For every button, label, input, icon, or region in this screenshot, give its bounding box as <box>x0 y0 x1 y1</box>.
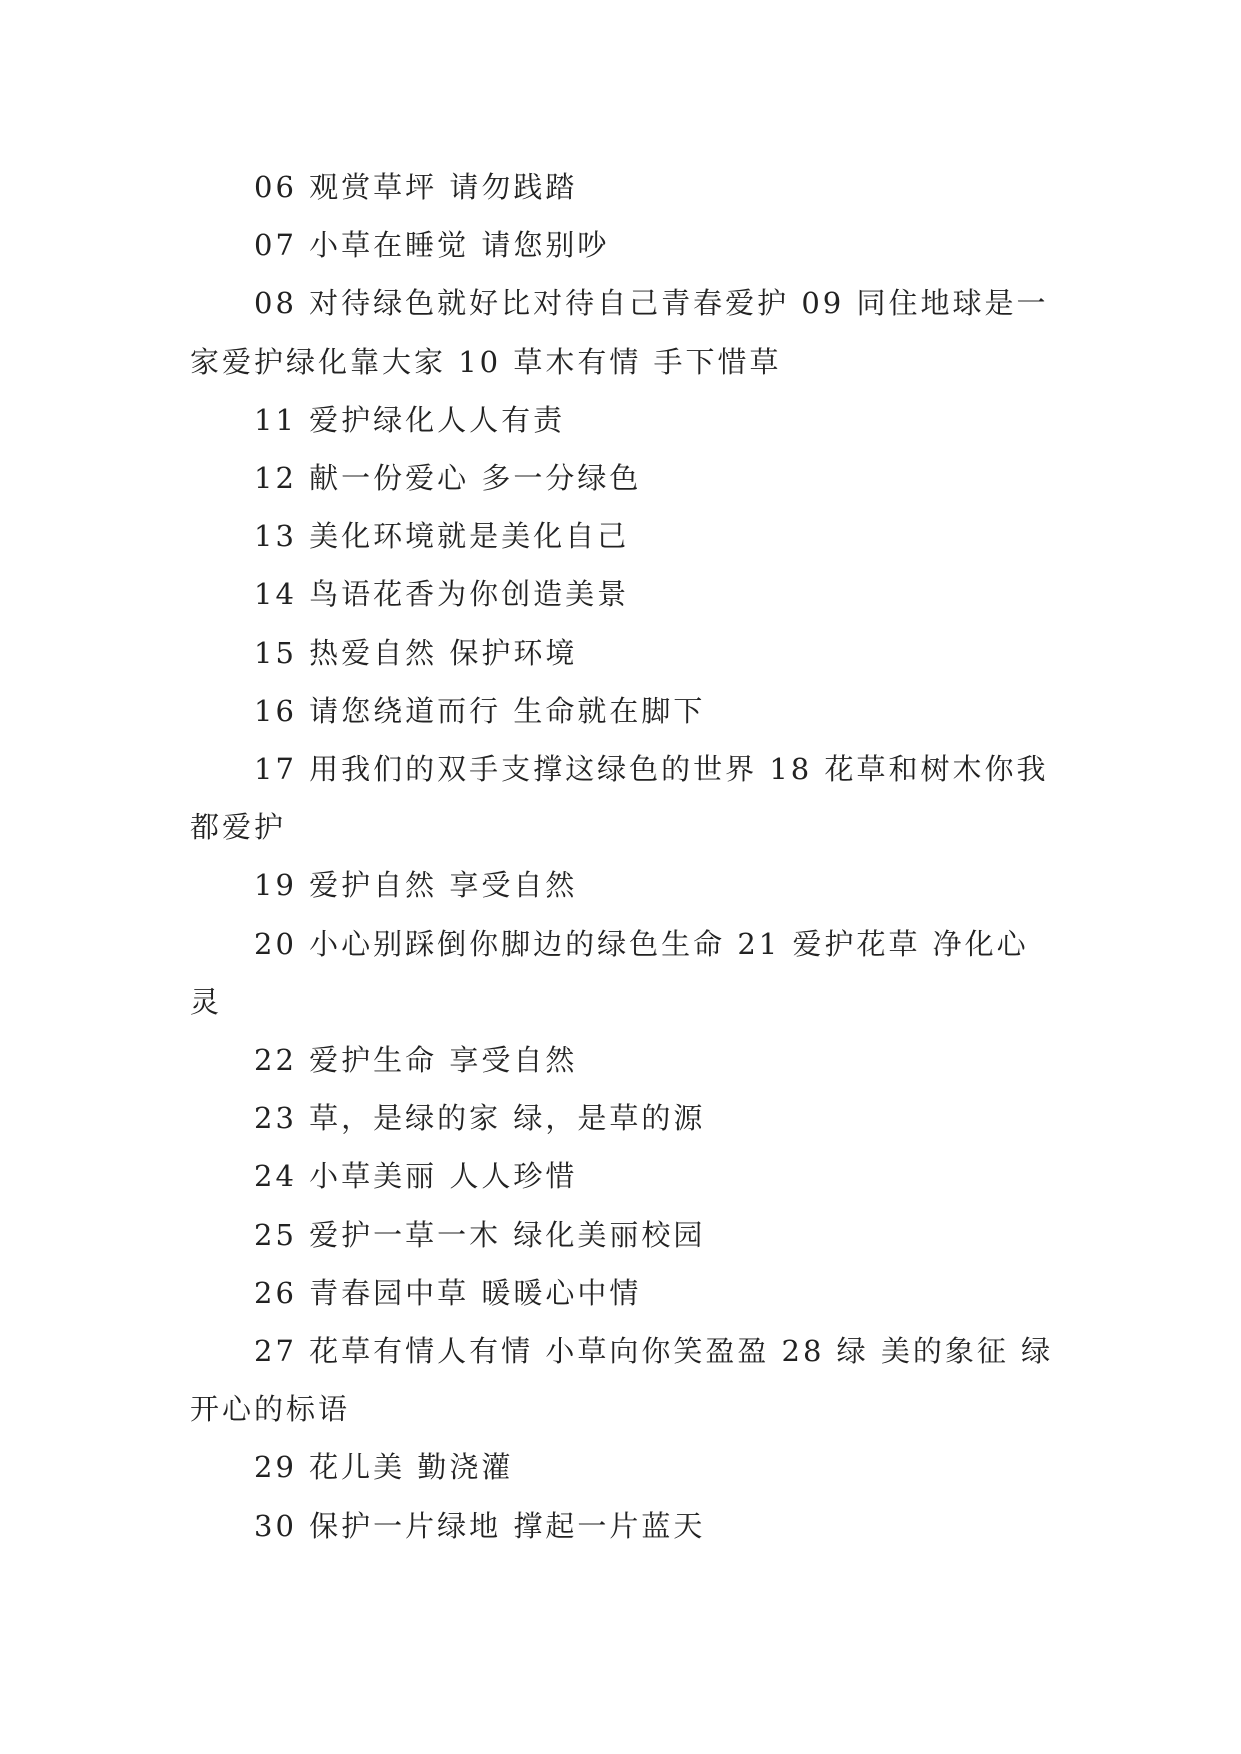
slogan-line: 22 爱护生命 享受自然 <box>254 1043 578 1078</box>
slogan-line: 08 对待绿色就好比对待自己青春爱护 09 同住地球是一家爱护绿化靠大家 10 草木有情 手下惜草 <box>190 286 1049 379</box>
slogan-line: 15 热爱自然 保护环境 <box>254 635 578 670</box>
slogan-line: 17 用我们的双手支撑这绿色的世界 18 花草和树木你我都爱护 <box>190 752 1049 845</box>
slogan-line: 26 青春园中草 暖暖心中情 <box>254 1275 642 1310</box>
slogan-line: 23 草，是绿的家 绿，是草的源 <box>254 1101 706 1136</box>
slogan-line: 12 献一份爱心 多一分绿色 <box>254 461 642 496</box>
slogan-line: 30 保护一片绿地 撑起一片蓝天 <box>254 1508 706 1543</box>
slogan-line: 06 观赏草坪 请勿践踏 <box>254 170 578 204</box>
slogan-line: 13 美化环境就是美化自己 <box>254 519 630 554</box>
slogan-line: 11 爱护绿化人人有责 <box>254 402 566 437</box>
slogan-line: 07 小草在睡觉 请您别吵 <box>254 228 610 263</box>
slogan-line: 16 请您绕道而行 生命就在脚下 <box>254 693 706 728</box>
slogan-line: 19 爱护自然 享受自然 <box>254 868 578 903</box>
slogan-line: 20 小心别踩倒你脚边的绿色生命 21 爱护花草 净化心灵 <box>190 926 1029 1019</box>
slogan-line: 24 小草美丽 人人珍惜 <box>254 1159 578 1194</box>
slogan-list <box>190 158 1060 1555</box>
slogan-line: 25 爱护一草一木 绿化美丽校园 <box>254 1217 706 1252</box>
slogan-line: 27 花草有情人有情 小草向你笑盈盈 28 绿 美的象征 绿 开心的标语 <box>190 1334 1054 1427</box>
slogan-line: 29 花儿美 勤浇灌 <box>254 1450 514 1485</box>
slogan-line: 14 鸟语花香为你创造美景 <box>254 577 630 612</box>
